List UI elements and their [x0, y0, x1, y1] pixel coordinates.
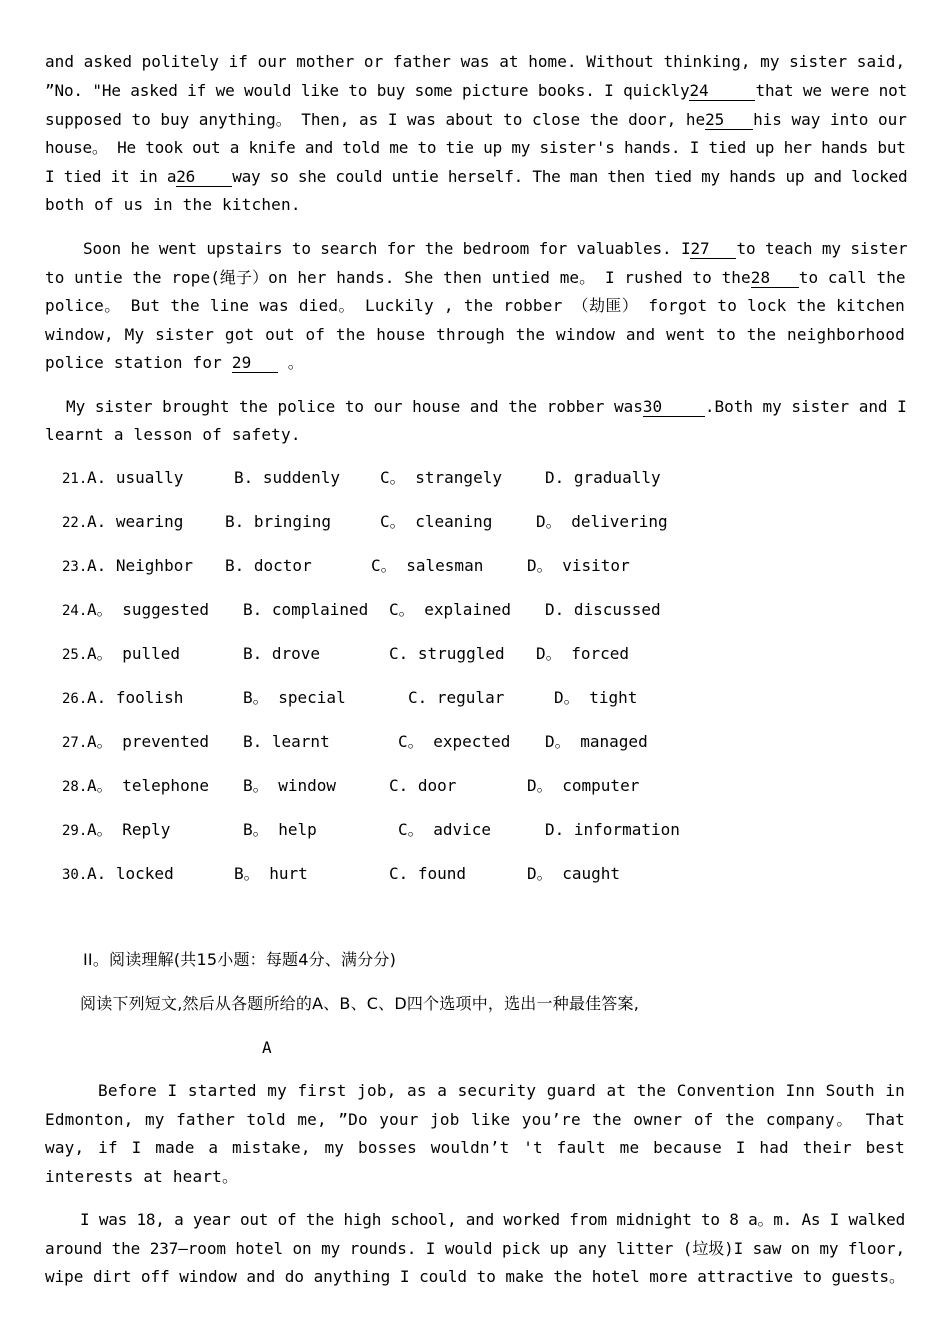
section-instruction: 阅读下列短文,然后从各题所给的A、B、C、D四个选项中，选出一种最佳答案, — [80, 994, 639, 1013]
question-number: 21. — [62, 471, 88, 487]
passage-text: police station for — [45, 353, 222, 372]
passage-line: around the 237—room hotel on my rounds. I would pick up any litter (垃圾)I saw on my floor, — [45, 1239, 905, 1258]
option-c: C. door — [389, 776, 457, 795]
option-b: B。 special — [243, 688, 346, 707]
passage-text: .Both my sister and I — [704, 397, 907, 416]
option-c: C。 expected — [398, 732, 511, 751]
passage-line — [45, 110, 905, 130]
passage-line — [45, 167, 908, 187]
passage-line: police。 But the line was died。 Luckily , the robber （劫匪） forgot to lock the kitchen — [45, 296, 905, 315]
passage-line: wipe dirt off window and do anything I could to make the hotel more attractive to guests。 — [45, 1267, 905, 1286]
passage-line — [45, 81, 908, 101]
passage-text: his way into our — [753, 110, 907, 129]
passage-line: both of us in the kitchen. — [45, 195, 301, 214]
cloze-blank-30: 30 — [643, 398, 705, 417]
question-number: 22. — [62, 515, 88, 531]
passage-text: that we were not — [755, 81, 908, 100]
option-b: B. complained — [243, 600, 369, 619]
question-number: 24. — [62, 603, 88, 619]
cloze-blank-27: 27 — [690, 240, 736, 259]
option-b: B。 help — [243, 820, 317, 839]
option-d: D. gradually — [545, 468, 661, 487]
passage-line: I was 18, a year out of the high school, and worked from midnight to 8 a。m. As I walked — [80, 1210, 905, 1229]
option-a: A。 pulled — [87, 644, 181, 663]
option-c: C。 cleaning — [380, 512, 493, 531]
option-b: B。 window — [243, 776, 337, 795]
question-number: 27. — [62, 735, 88, 751]
passage-line: window, My sister got out of the house through the window and went to the neighborhood — [45, 325, 905, 344]
option-b: B. drove — [243, 644, 321, 663]
question-number: 25. — [62, 647, 88, 663]
option-a: A. wearing — [87, 512, 184, 531]
cloze-blank-25: 25 — [705, 111, 753, 130]
question-number: 30. — [62, 867, 88, 883]
question-number: 29. — [62, 823, 88, 839]
passage-text: My sister brought the police to our house and the robber was — [66, 397, 643, 416]
cloze-blank-28: 28 — [751, 269, 799, 288]
option-c: C。 strangely — [380, 468, 502, 487]
option-a: A. Neighbor — [87, 556, 193, 575]
passage-line: Edmonton, my father told me, ”Do your job like you’re the owner of the company。 That — [45, 1110, 905, 1129]
cloze-blank-24: 24 — [689, 82, 755, 101]
option-d: D。 computer — [527, 776, 640, 795]
option-d: D. information — [545, 820, 680, 839]
option-d: D。 forced — [536, 644, 630, 663]
option-a: A。 suggested — [87, 600, 209, 619]
option-a: A. locked — [87, 864, 174, 883]
option-a: A. usually — [87, 468, 184, 487]
option-c: C。 salesman — [371, 556, 484, 575]
passage-line: learnt a lesson of safety. — [45, 425, 301, 444]
option-a: A. foolish — [87, 688, 184, 707]
passage-text: I tied it in a — [45, 167, 177, 186]
option-d: D。 delivering — [536, 512, 668, 531]
option-b: B。 hurt — [234, 864, 308, 883]
option-a: A。 Reply — [87, 820, 171, 839]
option-d: D。 tight — [554, 688, 638, 707]
option-d: D。 caught — [527, 864, 621, 883]
option-a: A。 telephone — [87, 776, 209, 795]
option-d: D. discussed — [545, 600, 661, 619]
question-number: 23. — [62, 559, 88, 575]
question-number: 28. — [62, 779, 88, 795]
passage-line: Before I started my first job, as a security guard at the Convention Inn South in — [98, 1081, 905, 1100]
passage-line — [45, 268, 905, 288]
passage-text: to untie the rope(绳子）on her hands. She then untied me。 I rushed to the — [45, 268, 751, 287]
passage-text: ”No. "He asked if we would like to buy some picture books. I quickly — [45, 81, 690, 100]
passage-line: house。 He took out a knife and told me to tie up my sister's hands. I tied up her hands but — [45, 138, 906, 157]
passage-line: and asked politely if our mother or father was at home. Without thinking, my sister said, — [45, 52, 906, 71]
option-b: B. bringing — [225, 512, 331, 531]
passage-text: way so she could untie herself. The man then tied my hands up and locked — [232, 167, 908, 186]
question-number: 26. — [62, 691, 88, 707]
option-c: C. struggled — [389, 644, 505, 663]
cloze-blank-26: 26 — [176, 168, 232, 187]
passage-text: supposed to buy anything。 Then, as I was about to close the door, he — [45, 110, 706, 129]
option-c: C. found — [389, 864, 467, 883]
passage-text: to call the — [798, 268, 906, 287]
passage-line: way, if I made a mistake, my bosses wouldn’t 't fault me because I had their best — [45, 1138, 905, 1157]
option-c: C。 explained — [389, 600, 511, 619]
option-d: D。 visitor — [527, 556, 630, 575]
passage-text: to teach my sister — [736, 239, 908, 258]
passage-text: 。 — [287, 353, 304, 372]
passage-label: A — [262, 1038, 272, 1057]
option-b: B. learnt — [243, 732, 330, 751]
option-c: C。 advice — [398, 820, 492, 839]
passage-text: Soon he went upstairs to search for the bedroom for valuables. I — [83, 239, 691, 258]
passage-line: interests at heart。 — [45, 1167, 239, 1186]
cloze-blank-29: 29 — [232, 354, 278, 373]
option-a: A。 prevented — [87, 732, 209, 751]
passage-line — [83, 239, 908, 259]
passage-line — [66, 397, 905, 417]
option-b: B. doctor — [225, 556, 312, 575]
section-heading: II。阅读理解(共15小题：每题4分、满分分) — [83, 950, 397, 969]
option-d: D。 managed — [545, 732, 648, 751]
option-b: B. suddenly — [234, 468, 340, 487]
option-c: C. regular — [408, 688, 505, 707]
passage-line — [45, 353, 905, 373]
